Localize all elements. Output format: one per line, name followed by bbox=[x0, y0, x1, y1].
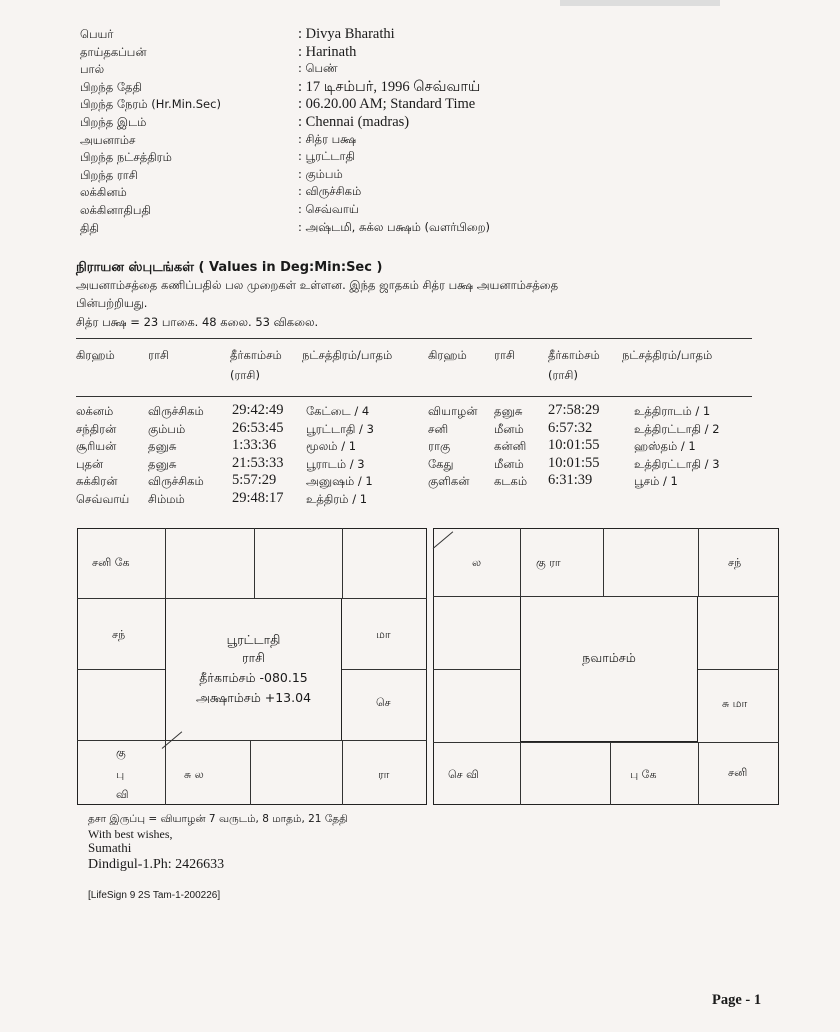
table-cell: மூலம் / 1 bbox=[306, 439, 357, 453]
rasi-line bbox=[254, 528, 255, 598]
navamsa-line bbox=[433, 669, 520, 670]
header-rasi-left: ராசி bbox=[148, 348, 169, 362]
table-cell: குளிகன் bbox=[428, 474, 470, 488]
birth-label: பெயர் bbox=[80, 27, 114, 41]
navamsa-line bbox=[610, 742, 611, 805]
table-cell: அனுஷம் / 1 bbox=[306, 474, 373, 488]
rasi-cell-simmam: ரா bbox=[378, 768, 390, 781]
rasi-cell-mithunam: மா bbox=[376, 628, 391, 641]
table-cell: 10:01:55 bbox=[548, 437, 600, 453]
table-cell: 26:53:45 bbox=[232, 419, 284, 436]
table-cell: உத்திரம் / 1 bbox=[306, 491, 368, 506]
navamsa-line bbox=[698, 528, 699, 596]
navamsa-line bbox=[520, 742, 521, 805]
table-cell: சூரியன் bbox=[76, 439, 117, 453]
table-cell: உத்திராடம் / 1 bbox=[634, 404, 711, 418]
table-cell: 27:58:29 bbox=[548, 402, 600, 418]
birth-value: : கும்பம் bbox=[298, 166, 343, 181]
navamsa-line bbox=[520, 528, 521, 596]
birth-value: : 06.20.00 AM; Standard Time bbox=[298, 96, 476, 113]
table-cell: சிம்மம் bbox=[148, 491, 185, 506]
header-rasi-right: ராசி bbox=[494, 348, 515, 362]
table-cell: 29:42:49 bbox=[232, 402, 284, 418]
astrologer-address: Dindigul-1.Ph: 2426633 bbox=[88, 857, 225, 872]
header-natchathiram-left: நட்சத்திரம்/பாதம் bbox=[302, 348, 393, 362]
rasi-line bbox=[77, 740, 427, 741]
birth-label: அயனாம்ச bbox=[80, 132, 136, 147]
rasi-cell-kumbam: சந் bbox=[112, 628, 126, 641]
table-cell: சுக்கிரன் bbox=[76, 474, 118, 488]
birth-value: : Chennai (madras) bbox=[298, 114, 410, 130]
navamsa-line bbox=[698, 742, 699, 805]
sputa-note-line1: அயனாம்சத்தை கணிப்பதில் பல முறைகள் உள்ளன. இந்த ஜாதகம் சித்ர பக்ஷ அயனாம்சத்தை bbox=[76, 278, 559, 292]
navamsa-cell-simmam: சு மா bbox=[722, 697, 748, 710]
table-cell: செவ்வாய் bbox=[76, 491, 130, 506]
table-cell: பூராடம் / 3 bbox=[306, 456, 365, 471]
birth-label: லக்கினம் bbox=[80, 185, 127, 200]
rasi-line bbox=[342, 669, 427, 670]
ayanamsa-value: சித்ர பக்ஷ = 23 பாகை. 48 கலை. 53 விகலை. bbox=[76, 315, 319, 329]
table-header-rule bbox=[76, 396, 752, 397]
table-cell: புதன் bbox=[76, 456, 104, 471]
birth-label: பிறந்த தேதி bbox=[80, 79, 142, 94]
table-cell: பூசம் / 1 bbox=[634, 474, 678, 488]
navamsa-center-title: நவாம்சம் bbox=[582, 650, 636, 665]
table-cell: தனுசு bbox=[148, 439, 177, 453]
rasi-line bbox=[165, 740, 166, 805]
header-theerkamsam-right: தீர்காம்சம் bbox=[548, 348, 600, 362]
navamsa-cell-rishabam: கு ரா bbox=[536, 556, 561, 569]
navamsa-cell-meenam: சனி bbox=[728, 766, 748, 779]
table-cell: லக்னம் bbox=[76, 404, 114, 418]
table-cell: உத்திரட்டாதி / 3 bbox=[634, 456, 720, 471]
table-cell: 6:31:39 bbox=[548, 472, 593, 488]
birth-label: பிறந்த நட்சத்திரம் bbox=[80, 150, 172, 165]
rasi-theerkamsam: தீர்காம்சம் -080.15 bbox=[199, 670, 308, 685]
navamsa-line bbox=[433, 742, 779, 743]
header-graham-right: கிரஹம் bbox=[428, 348, 467, 362]
navamsa-cell-mesham: ல bbox=[472, 556, 482, 569]
table-cell: விருச்சிகம் bbox=[148, 404, 204, 418]
birth-value: : Divya Bharathi bbox=[298, 26, 395, 42]
rasi-line bbox=[250, 740, 251, 805]
rasi-cell-vrischikam-3: வி bbox=[116, 788, 129, 801]
birth-value: : செவ்வாய் bbox=[298, 202, 359, 216]
navamsa-line bbox=[698, 669, 779, 670]
table-cell: 21:53:33 bbox=[232, 454, 284, 471]
header-theerkamsam-left: தீர்காம்சம் bbox=[230, 348, 282, 362]
table-cell: 1:33:36 bbox=[232, 437, 277, 453]
birth-label: திதி bbox=[80, 220, 99, 235]
navamsa-line bbox=[603, 528, 604, 596]
table-cell: விருச்சிகம் bbox=[148, 474, 204, 488]
birth-value: : விருச்சிகம் bbox=[298, 184, 362, 199]
table-cell: சனி bbox=[428, 421, 449, 436]
rasi-cell-thulam: சு ல bbox=[184, 768, 204, 781]
birth-label: பிறந்த இடம் bbox=[80, 115, 147, 129]
table-cell: மீனம் bbox=[494, 421, 524, 436]
header-theerkamsam-sub-left: (ராசி) bbox=[230, 368, 260, 382]
rasi-line bbox=[77, 598, 427, 599]
birth-value: : 17 டிசம்பர், 1996 செவ்வாய் bbox=[298, 78, 481, 95]
header-natchathiram-right: நட்சத்திரம்/பாதம் bbox=[622, 348, 713, 362]
table-cell: 10:01:55 bbox=[548, 454, 600, 471]
table-cell: உத்திரட்டாதி / 2 bbox=[634, 421, 720, 436]
table-cell: தனுசு bbox=[148, 456, 177, 471]
birth-value: : பூரட்டாதி bbox=[298, 149, 355, 164]
table-cell: கும்பம் bbox=[148, 421, 186, 436]
header-graham-left: கிரஹம் bbox=[76, 348, 115, 362]
birth-label: பிறந்த நேரம் (Hr.Min.Sec) bbox=[80, 97, 221, 112]
top-edge-mark bbox=[560, 0, 720, 6]
navamsa-line bbox=[433, 596, 779, 597]
table-cell: கேட்டை / 4 bbox=[306, 404, 370, 418]
table-cell: 29:48:17 bbox=[232, 489, 284, 506]
birth-label: பிறந்த ராசி bbox=[80, 167, 138, 182]
rasi-cell-kadagam: செ bbox=[376, 696, 391, 709]
rasi-akshamsam: அக்ஷாம்சம் +13.04 bbox=[195, 690, 312, 705]
rasi-cell-vrischikam-2: பு bbox=[116, 768, 125, 781]
rasi-center-title: பூரட்டாதி bbox=[226, 632, 281, 647]
best-wishes: With best wishes, bbox=[88, 827, 173, 841]
table-cell: கடகம் bbox=[494, 474, 528, 488]
navamsa-cell-dhanusu: செ வி bbox=[448, 768, 479, 781]
rasi-line bbox=[342, 528, 343, 598]
rasi-line bbox=[342, 740, 343, 805]
table-cell: மீனம் bbox=[494, 456, 524, 471]
table-cell: 6:57:32 bbox=[548, 419, 593, 436]
software-tag: [LifeSign 9 2S Tam-1-200226] bbox=[88, 890, 221, 901]
sputa-heading: நிராயன ஸ்புடங்கள் ( Values in Deg:Min:Sec ) bbox=[76, 260, 383, 275]
navamsa-cell-kadagam: சந் bbox=[728, 556, 742, 569]
dasa-balance: தசா இருப்பு = வியாழன் 7 வருடம், 8 மாதம், 21 தேதி bbox=[88, 813, 348, 825]
navamsa-cell-kumbam: பு கே bbox=[630, 768, 657, 781]
birth-value: : பெண் bbox=[298, 61, 338, 76]
birth-label: பால் bbox=[80, 62, 105, 77]
rasi-center-subtitle: ராசி bbox=[242, 650, 265, 665]
birth-label: தாய்தகப்பன் bbox=[80, 44, 147, 59]
birth-label: லக்கினாதிபதி bbox=[80, 203, 151, 217]
table-cell: 5:57:29 bbox=[232, 472, 277, 488]
page-number: Page - 1 bbox=[712, 992, 762, 1008]
rasi-cell-vrischikam-1: கு bbox=[116, 746, 126, 759]
table-cell: ஹஸ்தம் / 1 bbox=[634, 439, 696, 453]
rasi-cell-meenam: சனி கே bbox=[92, 556, 130, 569]
birth-value: : சித்ர பக்ஷ bbox=[298, 131, 357, 146]
rasi-line bbox=[165, 528, 166, 598]
table-cell: கேது bbox=[428, 456, 454, 471]
table-cell: ராகு bbox=[428, 439, 451, 453]
table-cell: வியாழன் bbox=[428, 404, 478, 418]
sputa-note-line2: பின்பற்றியது. bbox=[76, 296, 148, 310]
table-cell: பூரட்டாதி / 3 bbox=[306, 421, 374, 436]
table-top-rule bbox=[76, 338, 752, 339]
table-cell: சந்திரன் bbox=[76, 421, 117, 436]
table-cell: தனுசு bbox=[494, 404, 523, 418]
astrologer-name: Sumathi bbox=[88, 840, 132, 855]
birth-value: : Harinath bbox=[298, 43, 357, 60]
birth-value: : அஷ்டமி, சுக்ல பக்ஷம் (வளர்பிறை) bbox=[298, 219, 491, 234]
navamsa-center bbox=[520, 596, 698, 742]
header-theerkamsam-sub-right: (ராசி) bbox=[548, 368, 578, 382]
rasi-line bbox=[77, 669, 165, 670]
table-cell: கன்னி bbox=[494, 439, 527, 453]
